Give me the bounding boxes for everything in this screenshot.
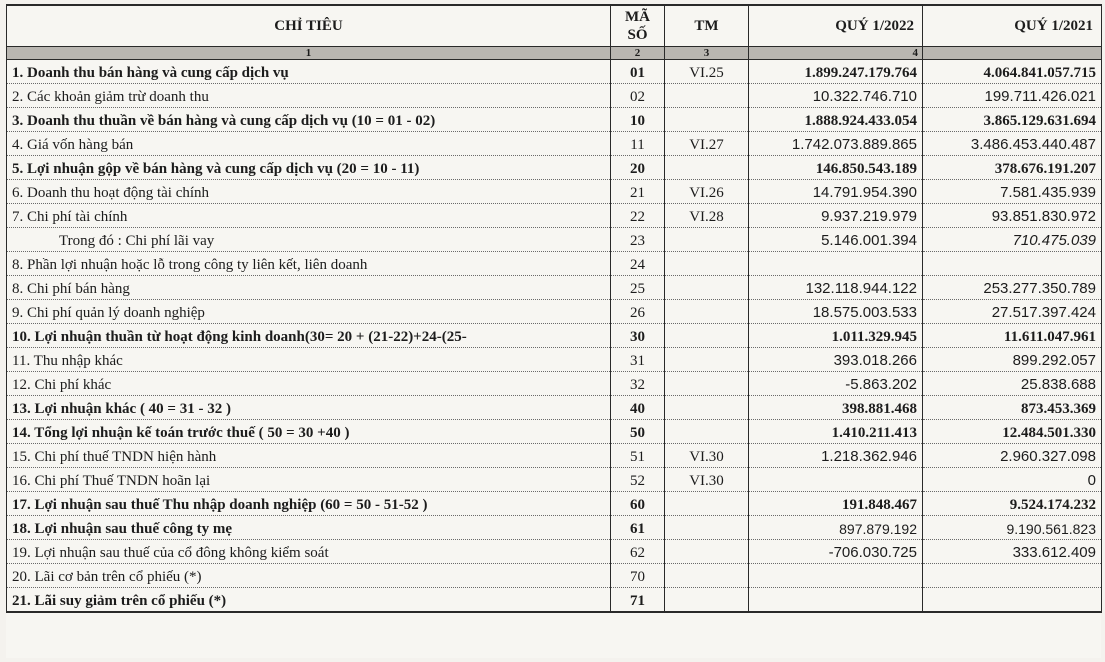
row-label: 6. Doanh thu hoạt động tài chính [7,180,611,204]
table-row [7,396,1102,420]
table-row [7,132,1102,156]
row-q2022: 10.322.746.710 [749,84,923,108]
table-row [7,180,1102,204]
row-note [665,84,749,108]
row-label: 4. Giá vốn hàng bán [7,132,611,156]
row-note [665,228,749,252]
table-row [7,108,1102,132]
income-statement-table [6,4,1102,613]
row-q2022 [749,588,923,613]
row-label: 5. Lợi nhuận gộp về bán hàng và cung cấp dịch vụ (20 = 10 - 11) [7,156,611,180]
row-label: 7. Chi phí tài chính [7,204,611,228]
row-note [665,276,749,300]
row-q2021: 253.277.350.789 [923,276,1102,300]
table-row [7,348,1102,372]
header-ma-so-line1: MÃ [625,9,650,25]
table-row [7,300,1102,324]
row-q2022: 1.011.329.945 [749,324,923,348]
row-q2021: 2.960.327.098 [923,444,1102,468]
table-row [7,204,1102,228]
row-q2021: 93.851.830.972 [923,204,1102,228]
row-code: 32 [611,372,665,396]
row-code: 20 [611,156,665,180]
header-ma-so [611,5,665,47]
row-q2022 [749,468,923,492]
row-note [665,348,749,372]
row-q2022: 1.742.073.889.865 [749,132,923,156]
row-code: 51 [611,444,665,468]
row-label: 20. Lãi cơ bản trên cổ phiếu (*) [7,564,611,588]
header-tm: TM [665,5,749,47]
row-code: 10 [611,108,665,132]
row-q2021: 899.292.057 [923,348,1102,372]
row-q2021: 0 [923,468,1102,492]
row-note [665,324,749,348]
row-note [665,372,749,396]
row-note [665,252,749,276]
row-label: 1. Doanh thu bán hàng và cung cấp dịch vụ [7,60,611,84]
row-code: 24 [611,252,665,276]
row-q2021: 873.453.369 [923,396,1102,420]
row-q2022: 398.881.468 [749,396,923,420]
row-q2022: 393.018.266 [749,348,923,372]
row-code: 50 [611,420,665,444]
row-q2022: 1.899.247.179.764 [749,60,923,84]
row-q2022: 146.850.543.189 [749,156,923,180]
header-q2021: QUÝ 1/2021 [923,5,1102,47]
row-q2022 [749,252,923,276]
row-q2021: 333.612.409 [923,540,1102,564]
table-row [7,60,1102,84]
row-code: 25 [611,276,665,300]
table-row [7,372,1102,396]
row-q2021: 25.838.688 [923,372,1102,396]
row-q2022: 1.888.924.433.054 [749,108,923,132]
row-note [665,420,749,444]
table-row [7,276,1102,300]
table-row [7,228,1102,252]
row-code: 11 [611,132,665,156]
row-code: 61 [611,516,665,540]
table-row [7,564,1102,588]
row-note: VI.30 [665,444,749,468]
row-q2021: 9.524.174.232 [923,492,1102,516]
row-q2022: 9.937.219.979 [749,204,923,228]
row-code: 30 [611,324,665,348]
row-q2022: 897.879.192 [749,516,923,540]
row-label: 21. Lãi suy giảm trên cổ phiếu (*) [7,588,611,613]
row-code: 52 [611,468,665,492]
row-code: 71 [611,588,665,613]
row-q2022: 14.791.954.390 [749,180,923,204]
row-q2022 [749,564,923,588]
row-label: 17. Lợi nhuận sau thuế Thu nhập doanh nghiệp (60 = 50 - 51-52 ) [7,492,611,516]
row-q2022: 1.410.211.413 [749,420,923,444]
header-chi-tieu: CHỈ TIÊU [7,5,611,47]
column-index-4: 4 [749,47,923,60]
row-label: 9. Chi phí quản lý doanh nghiệp [7,300,611,324]
row-code: 70 [611,564,665,588]
income-statement-sheet [6,4,1101,658]
row-q2022: 5.146.001.394 [749,228,923,252]
row-note: VI.26 [665,180,749,204]
table-row [7,516,1102,540]
row-label: 8. Phần lợi nhuận hoặc lỗ trong công ty liên kết, liên doanh [7,252,611,276]
row-q2022: 1.218.362.946 [749,444,923,468]
table-row [7,588,1102,613]
row-q2021: 12.484.501.330 [923,420,1102,444]
row-note: VI.30 [665,468,749,492]
table-row [7,156,1102,180]
row-q2021: 710.475.039 [923,228,1102,252]
table-row [7,540,1102,564]
row-q2021: 4.064.841.057.715 [923,60,1102,84]
row-q2021 [923,588,1102,613]
row-code: 21 [611,180,665,204]
row-code: 62 [611,540,665,564]
row-label: 14. Tổng lợi nhuận kế toán trước thuế ( 50 = 30 +40 ) [7,420,611,444]
table-row [7,252,1102,276]
table-row [7,420,1102,444]
row-code: 31 [611,348,665,372]
row-note [665,396,749,420]
row-label: 19. Lợi nhuận sau thuế của cổ đông không kiểm soát [7,540,611,564]
table-row [7,492,1102,516]
row-note: VI.28 [665,204,749,228]
row-code: 40 [611,396,665,420]
row-q2022: 18.575.003.533 [749,300,923,324]
row-note [665,156,749,180]
row-q2021 [923,564,1102,588]
column-index-5 [923,47,1102,60]
row-q2021: 7.581.435.939 [923,180,1102,204]
column-index-1: 1 [7,47,611,60]
row-label: 13. Lợi nhuận khác ( 40 = 31 - 32 ) [7,396,611,420]
row-note: VI.25 [665,60,749,84]
row-code: 01 [611,60,665,84]
row-q2021: 378.676.191.207 [923,156,1102,180]
row-code: 60 [611,492,665,516]
row-code: 26 [611,300,665,324]
row-q2021: 9.190.561.823 [923,516,1102,540]
header-ma-so-line2: SỐ [627,27,648,43]
row-label: 3. Doanh thu thuần về bán hàng và cung cấp dịch vụ (10 = 01 - 02) [7,108,611,132]
row-note [665,588,749,613]
row-code: 02 [611,84,665,108]
row-q2022: -706.030.725 [749,540,923,564]
row-label: 10. Lợi nhuận thuần từ hoạt động kinh doanh(30= 20 + (21-22)+24-(25- [7,324,611,348]
row-q2021: 11.611.047.961 [923,324,1102,348]
row-q2021: 3.486.453.440.487 [923,132,1102,156]
row-label: 8. Chi phí bán hàng [7,276,611,300]
row-q2022: 191.848.467 [749,492,923,516]
table-row [7,324,1102,348]
row-label: 18. Lợi nhuận sau thuế công ty mẹ [7,516,611,540]
table-row [7,468,1102,492]
row-q2021: 199.711.426.021 [923,84,1102,108]
row-q2021: 3.865.129.631.694 [923,108,1102,132]
header-q2022: QUÝ 1/2022 [749,5,923,47]
row-code: 23 [611,228,665,252]
row-q2022: -5.863.202 [749,372,923,396]
row-label: 2. Các khoản giảm trừ doanh thu [7,84,611,108]
row-label: Trong đó : Chi phí lãi vay [7,228,611,252]
column-index-row [7,47,1102,60]
row-note [665,516,749,540]
row-note [665,300,749,324]
row-label: 16. Chi phí Thuế TNDN hoãn lại [7,468,611,492]
row-label: 11. Thu nhập khác [7,348,611,372]
row-note [665,564,749,588]
row-note: VI.27 [665,132,749,156]
row-code: 22 [611,204,665,228]
row-label: 15. Chi phí thuế TNDN hiện hành [7,444,611,468]
header-row [7,5,1102,47]
row-note [665,108,749,132]
table-row [7,444,1102,468]
row-note [665,492,749,516]
row-q2022: 132.118.944.122 [749,276,923,300]
table-row [7,84,1102,108]
row-q2021: 27.517.397.424 [923,300,1102,324]
column-index-2: 2 [611,47,665,60]
row-q2021 [923,252,1102,276]
row-label: 12. Chi phí khác [7,372,611,396]
column-index-3: 3 [665,47,749,60]
row-note [665,540,749,564]
